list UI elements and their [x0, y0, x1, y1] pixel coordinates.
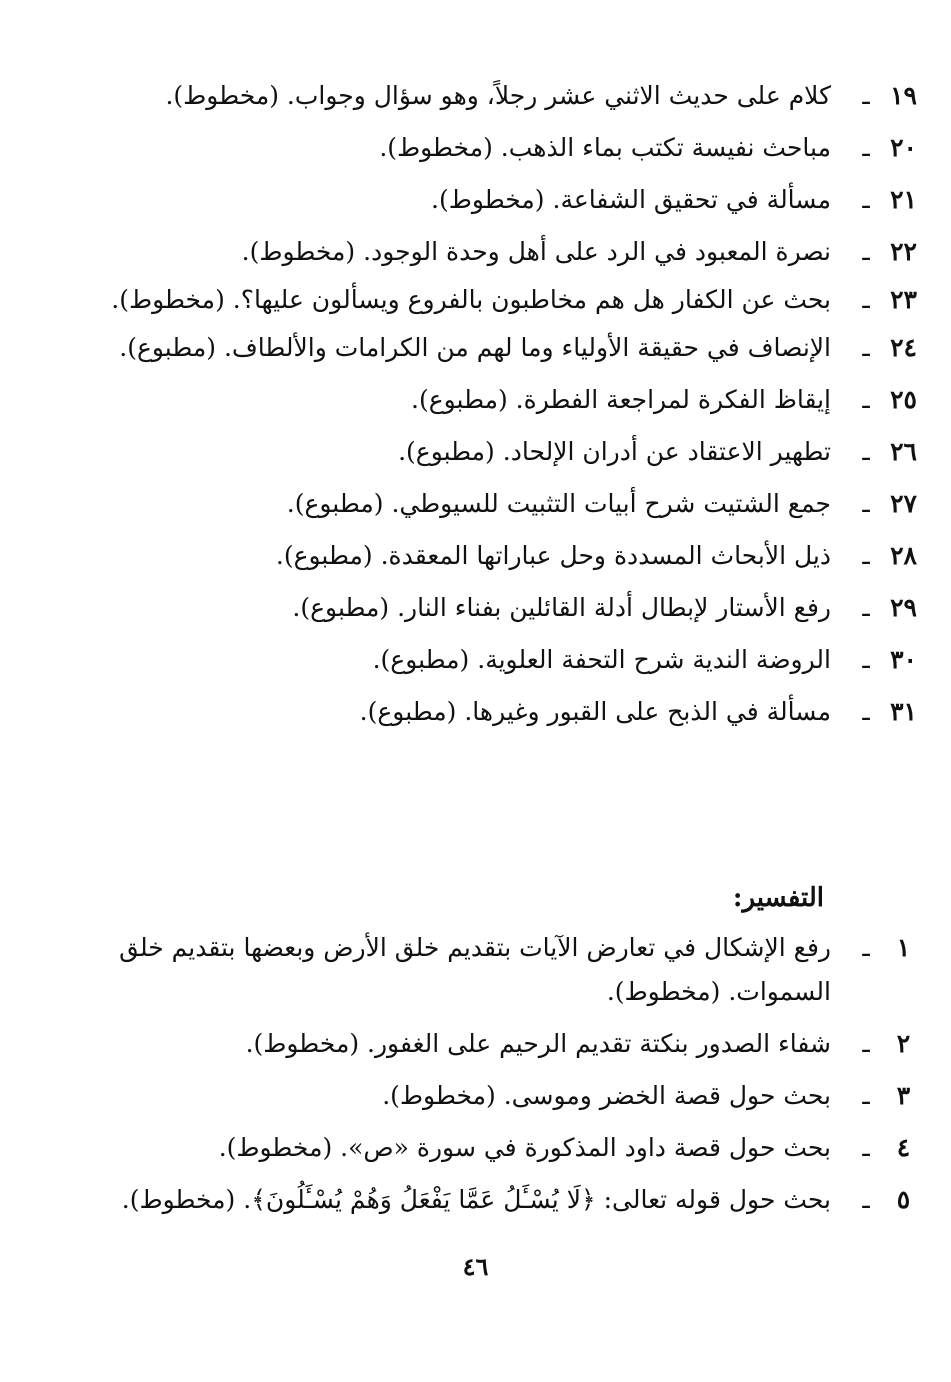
- list-item: [71, 1122, 911, 1174]
- item-text: تطهير الاعتقاد عن أدران الإلحاد. (مطبوع).: [398, 437, 831, 466]
- item-text: كلام على حديث الاثني عشر رجلاً، وهو سؤال وجواب. (مخطوط).: [165, 81, 831, 110]
- item-text: مسألة في تحقيق الشفاعة. (مخطوط).: [431, 185, 831, 214]
- item-text: رفع الإشكال في تعارض الآيات بتقديم خلق الأرض وبعضها بتقديم خلق السموات. (مخطوط).: [119, 933, 831, 1006]
- item-number: ٢٠ ـ: [862, 133, 917, 162]
- tafsir-list: [71, 926, 911, 1226]
- list-item: [71, 1018, 911, 1070]
- item-text: إيقاظ الفكرة لمراجعة الفطرة. (مطبوع).: [411, 385, 831, 414]
- item-number: ١ ـ: [862, 933, 911, 962]
- works-list: [71, 70, 917, 738]
- list-item: [71, 478, 917, 530]
- list-item: [71, 530, 917, 582]
- item-number: ٤ ـ: [862, 1133, 911, 1162]
- list-item: [71, 278, 917, 326]
- section-heading: التفسير:: [732, 883, 824, 913]
- list-item: [71, 426, 917, 478]
- list-item: [71, 582, 917, 634]
- item-text: جمع الشتيت شرح أبيات التثبيت للسيوطي. (مطبوع).: [286, 489, 831, 518]
- item-text: بحث حول قصة داود المذكورة في سورة «ص». (مخطوط).: [218, 1133, 831, 1162]
- list-item: [71, 326, 917, 374]
- list-item: [71, 174, 917, 226]
- item-number: ٣٠ ـ: [862, 645, 917, 674]
- list-item: [71, 122, 917, 174]
- item-text: بحث حول قوله تعالى: ﴿لَا يُسْـَٔلُ عَمَّا يَفْعَلُ وَهُمْ يُسْـَٔلُونَ﴾. (مخطوط).: [121, 1185, 831, 1214]
- list-item: [71, 70, 917, 122]
- item-number: ١٩ ـ: [862, 81, 917, 110]
- item-text: مباحث نفيسة تكتب بماء الذهب. (مخطوط).: [379, 133, 831, 162]
- list-item: [71, 926, 911, 1018]
- item-number: ٣ ـ: [862, 1081, 911, 1110]
- list-item: [71, 374, 917, 426]
- item-number: ٢٦ ـ: [862, 437, 917, 466]
- item-text: شفاء الصدور بنكتة تقديم الرحيم على الغفور. (مخطوط).: [245, 1029, 831, 1058]
- item-text: نصرة المعبود في الرد على أهل وحدة الوجود. (مخطوط).: [241, 237, 831, 266]
- item-number: ٢٨ ـ: [862, 541, 917, 570]
- list-item: [71, 686, 917, 738]
- item-number: ٢١ ـ: [862, 185, 917, 214]
- list-item: [71, 226, 917, 278]
- item-text: مسألة في الذبح على القبور وغيرها. (مطبوع).: [359, 697, 831, 726]
- list-item: [71, 634, 917, 686]
- item-number: ٢ ـ: [862, 1029, 911, 1058]
- item-number: ٢٢ ـ: [862, 237, 917, 266]
- item-text: بحث عن الكفار هل هم مخاطبون بالفروع ويسألون عليها؟. (مخطوط).: [111, 285, 831, 314]
- item-number: ٢٣ ـ: [862, 285, 917, 314]
- list-item: [71, 1070, 911, 1122]
- item-number: ٣١ ـ: [862, 697, 917, 726]
- item-number: ٥ ـ: [862, 1185, 911, 1214]
- item-text: بحث حول قصة الخضر وموسى. (مخطوط).: [382, 1081, 831, 1110]
- item-text: الإنصاف في حقيقة الأولياء وما لهم من الكرامات والألطاف. (مطبوع).: [119, 333, 831, 362]
- item-text: رفع الأستار لإبطال أدلة القائلين بفناء النار. (مطبوع).: [292, 593, 831, 622]
- list-item: [71, 1174, 911, 1226]
- item-number: ٢٧ ـ: [862, 489, 917, 518]
- item-number: ٢٤ ـ: [862, 333, 917, 362]
- item-text: ذيل الأبحاث المسددة وحل عباراتها المعقدة. (مطبوع).: [275, 541, 831, 570]
- item-text: الروضة الندية شرح التحفة العلوية. (مطبوع).: [372, 645, 831, 674]
- item-number: ٢٩ ـ: [862, 593, 917, 622]
- page-number: ٤٦: [462, 1252, 489, 1281]
- item-number: ٢٥ ـ: [862, 385, 917, 414]
